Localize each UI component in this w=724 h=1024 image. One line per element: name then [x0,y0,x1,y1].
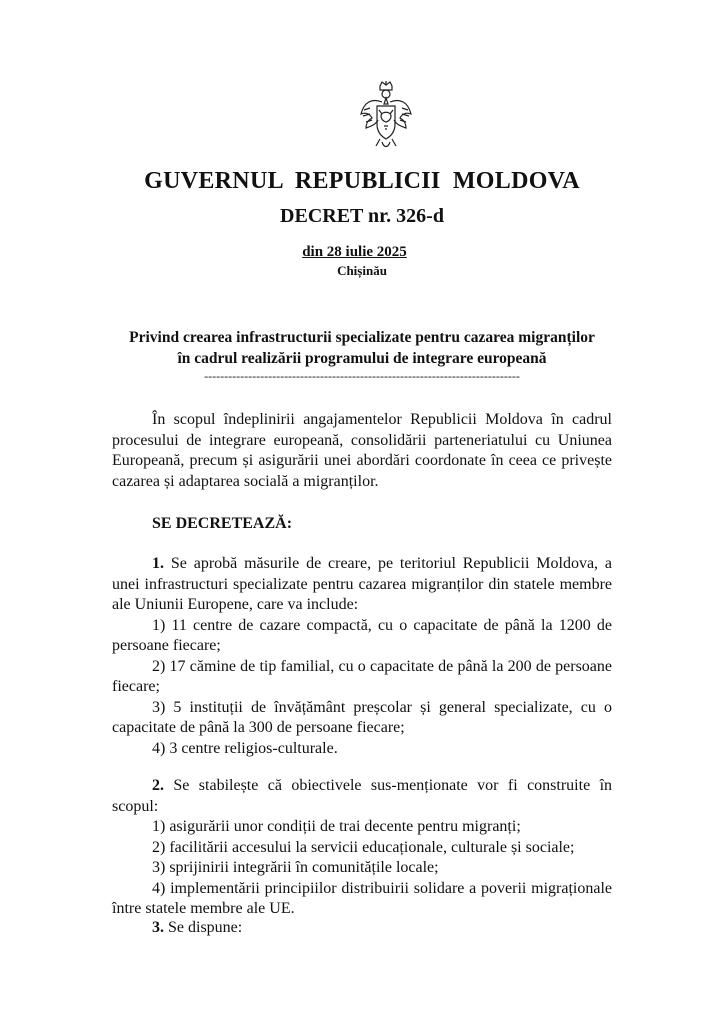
article-1-item: 4) 3 centre religios-culturale. [152,739,338,757]
decree-date-text: din 28 iulie 2025 [302,244,407,260]
preamble-paragraph: În scopul îndeplinirii angajamentelor Republicii Moldova în cadrul procesului de integrare europeană, consolidării parteneriatului cu Uniunea Europeană, precum și asigurării unei abordări coordonate în ceea ce privește cazarea și adaptarea socială a migranților. [112,411,612,490]
government-title: GUVERNUL REPUBLICII MOLDOVA [144,168,580,194]
article-2-number: 2. [152,777,164,794]
decree-heading: SE DECRETEAZĂ: [152,515,293,532]
article-1-number: 1. [152,555,164,572]
article-3-number: 3. [152,919,164,936]
article-1 [112,554,612,759]
article-3 [112,918,612,939]
decree-city: Chișinău [337,263,387,278]
subject-line-2: în cadrul realizării programului de integrare europeană [177,350,547,367]
article-2-item: 1) asigurării unor condiții de trai decente pentru migranți; [152,818,521,835]
subject-separator: ------------------------------------------------------------------------------- [204,369,520,383]
article-1-body [112,554,612,616]
article-1-text: Se aprobă măsurile de creare, pe teritoriul Republicii Moldova, a unei infrastructuri specializate pentru cazarea migranților din statele membre ale Uniunii Europene, care va include: [112,555,612,613]
article-2-item: 3) sprijinirii integrării în comunitățile locale; [152,859,439,876]
article-2 [112,776,612,920]
article-3-text: Se dispune: [168,919,243,936]
article-1-item: 2) 17 cămine de tip familial, cu o capacitate de până la 200 de persoane fiecare; [112,657,612,695]
decree-number: DECRET nr. 326-d [280,205,444,227]
article-1-item: 3) 5 instituții de învățământ preșcolar și general specializate, cu o capacitate de până la 300 de persoane fiecare; [112,698,612,736]
decree-date [0,244,724,261]
article-2-item: 2) facilitării accesului la servicii educaționale, culturale și sociale; [152,838,575,856]
article-2-text: Se stabilește că obiectivele sus-menționate vor fi construite în scopul: [112,777,613,815]
article-2-body [112,776,612,817]
article-2-item: 4) implementării principiilor distribuirii solidare a poverii migraționale între statele membre ale UE. [112,879,612,917]
subject-line-1: Privind crearea infrastructurii specializate pentru cazarea migranților [129,329,595,346]
decree-subject [0,327,724,369]
coat-of-arms-icon [358,80,414,150]
article-1-item: 1) 11 centre de cazare compactă, cu o capacitate de până la 1200 de persoane fiecare; [112,616,612,654]
